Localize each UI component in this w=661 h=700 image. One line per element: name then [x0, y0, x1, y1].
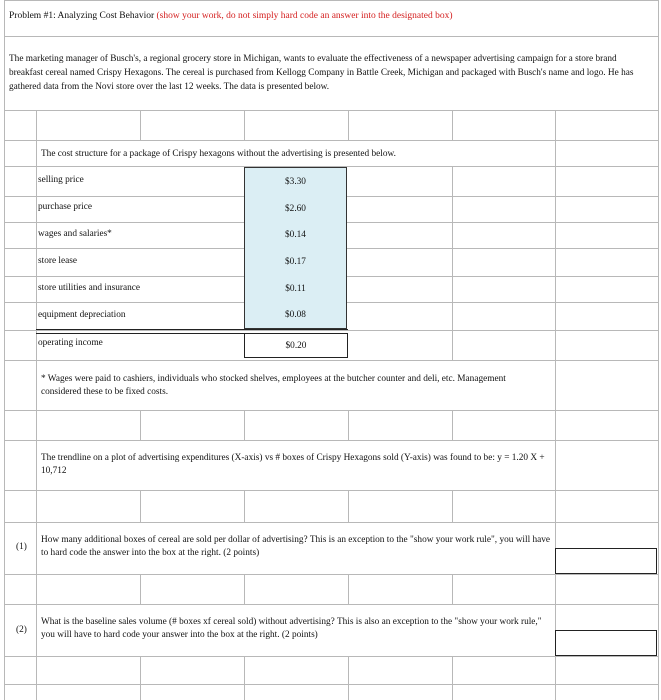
- grid-line: [36, 656, 37, 700]
- grid-line: [140, 574, 141, 604]
- grid-line: [555, 656, 556, 700]
- cost-row-label: store utilities and insurance: [38, 283, 140, 293]
- grid-line: [140, 410, 141, 440]
- cost-row-value: $0.17: [244, 248, 347, 276]
- grid-line: [555, 440, 556, 490]
- grid-line: [348, 110, 349, 140]
- cost-row-value: $0.11: [244, 276, 347, 302]
- cost-row-label: store lease: [38, 256, 77, 266]
- grid-line: [244, 410, 245, 440]
- grid-line: [555, 574, 556, 604]
- wages-footnote: * Wages were paid to cashiers, individuals who stocked shelves, employees at the butcher counter and deli, etc. Management considered these to be fixed costs.: [41, 374, 506, 397]
- grid-line: [4, 0, 659, 1]
- grid-line: [452, 656, 453, 700]
- grid-line: [140, 490, 141, 522]
- grid-line: [140, 656, 141, 700]
- cost-row-value: $3.30: [244, 167, 347, 196]
- grid-line: [452, 110, 453, 140]
- cost-row-label: equipment depreciation: [38, 310, 126, 320]
- grid-line: [452, 574, 453, 604]
- grid-line: [4, 490, 659, 491]
- question-text: How many additional boxes of cereal are sold per dollar of advertising? This is an exception to the "show your work rule", you will have to hard code the answer into the box at the right. (2 points): [41, 535, 551, 558]
- question-text: What is the baseline sales volume (# boxes xf cereal sold) without advertising? This is also an exception to the "show your work rule," you will have to hard code your answer into the box at the right. (2 points): [41, 617, 542, 640]
- cost-row-value: $0.14: [244, 222, 347, 248]
- grid-line: [4, 604, 659, 605]
- grid-line: [36, 604, 37, 656]
- question-number: (2): [16, 625, 27, 635]
- cost-row-value: $0.08: [244, 302, 347, 329]
- grid-line: [244, 574, 245, 604]
- problem-intro: The marketing manager of Busch's, a regional grocery store in Michigan, wants to evaluate the effectiveness of a newspaper advertising campaign for a store brand breakfast cereal named Crispy Hexagons. The cereal is purchased from Kellogg Company in Battle Creek, Michigan and packaged with Busch's name and logo. He has gathered data from the Novi store over the last 12 weeks. The data is presented below.: [9, 54, 634, 92]
- grid-line: [4, 522, 659, 523]
- cost-row-label: selling price: [38, 175, 84, 185]
- cost-row-label: purchase price: [38, 202, 92, 212]
- grid-line: [36, 410, 37, 440]
- grid-line: [36, 490, 37, 522]
- total-value: $0.20: [244, 333, 348, 358]
- answer-box-1[interactable]: [555, 548, 657, 574]
- grid-line: [4, 684, 659, 685]
- answer-box-2[interactable]: [555, 630, 657, 656]
- problem-title-text: Problem #1: Analyzing Cost Behavior: [9, 11, 155, 21]
- grid-line: [555, 110, 556, 140]
- total-label: operating income: [38, 338, 103, 348]
- problem-title: [9, 11, 453, 21]
- grid-line: [36, 522, 37, 574]
- problem-instruction: (show your work, do not simply hard code an answer into the designated box): [156, 11, 453, 21]
- trendline-text: The trendline on a plot of advertising expenditures (X-axis) vs # boxes of Crispy Hexagons sold (Y-axis) was found to be: y = 1.20 X + 10,712: [41, 453, 545, 476]
- grid-line: [4, 574, 659, 575]
- grid-line: [36, 110, 37, 140]
- grid-line: [4, 110, 659, 111]
- grid-line: [36, 574, 37, 604]
- cost-row-label: wages and salaries*: [38, 229, 112, 239]
- cost-table-heading: The cost structure for a package of Crispy hexagons without the advertising is presented below.: [41, 149, 396, 159]
- grid-line: [452, 166, 453, 360]
- grid-line: [244, 656, 245, 700]
- grid-line: [140, 110, 141, 140]
- grid-line: [4, 440, 659, 441]
- grid-line: [348, 574, 349, 604]
- grid-line: [555, 410, 556, 440]
- grid-line: [452, 410, 453, 440]
- grid-line: [348, 410, 349, 440]
- grid-line: [244, 110, 245, 140]
- grid-line: [36, 440, 37, 490]
- grid-line: [348, 656, 349, 700]
- grid-line: [4, 410, 659, 411]
- grid-line: [244, 490, 245, 522]
- grid-line: [4, 656, 659, 657]
- question-number: (1): [16, 542, 27, 552]
- grid-line: [4, 140, 659, 141]
- grid-line: [452, 490, 453, 522]
- cost-row-value: $2.60: [244, 196, 347, 222]
- grid-line: [555, 140, 556, 410]
- grid-line: [348, 490, 349, 522]
- grid-line: [4, 36, 659, 37]
- grid-line: [555, 490, 556, 522]
